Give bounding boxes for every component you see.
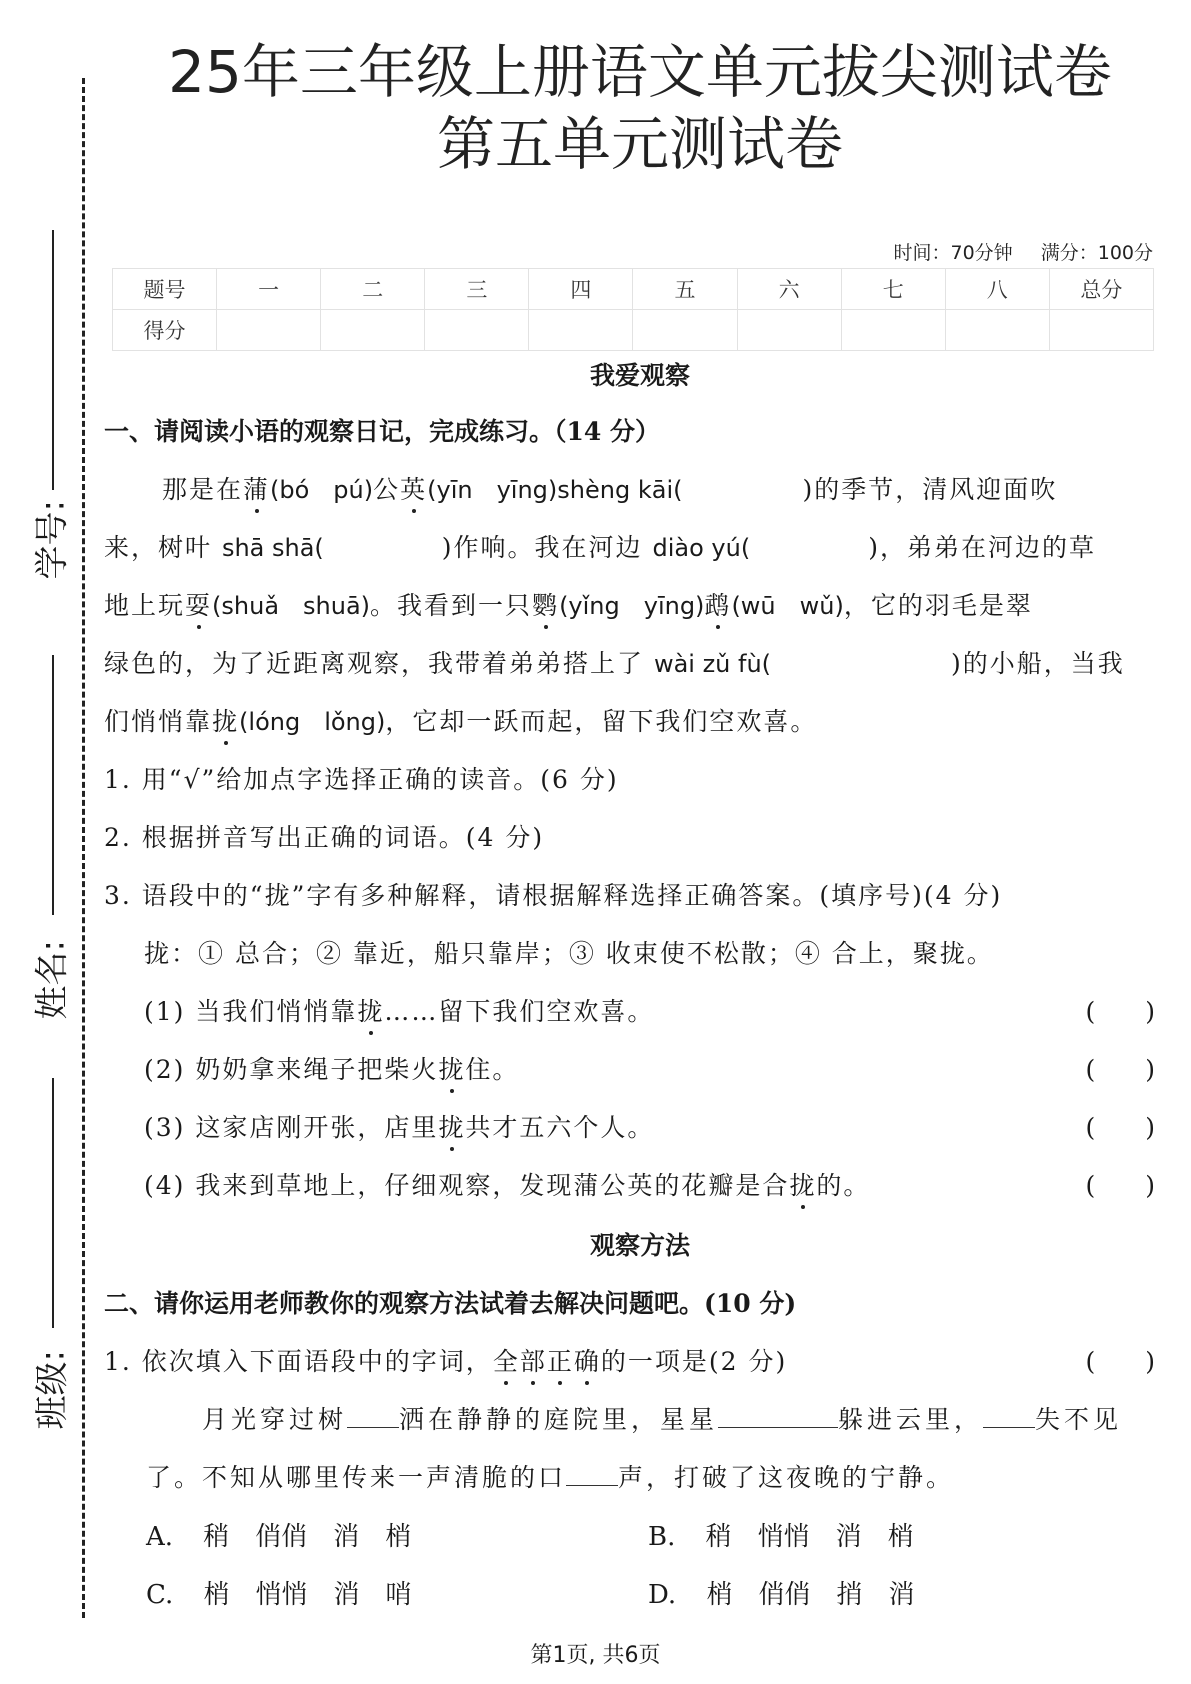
name-label: 姓名:: [32, 940, 73, 1020]
subquestion-2: 2. 根据拼音写出正确的词语。(4 分): [104, 823, 545, 852]
page-subtitle: 第五单元测试卷: [436, 110, 843, 178]
fill-blank[interactable]: [983, 1405, 1035, 1428]
dotted-char: 耍: [185, 591, 213, 620]
page-number: 第1页, 共6页: [530, 1643, 661, 1668]
full-score: 满分：100分: [1040, 242, 1153, 264]
student-id-label: 学号:: [32, 500, 73, 580]
dotted-char: 英: [400, 475, 428, 504]
answer-paren[interactable]: ( ): [1085, 1113, 1155, 1142]
option-c[interactable]: C. 梢 悄悄 消 哨: [146, 1580, 412, 1610]
question-2-1: 1. 依次填入下面语段中的字词，全部正确的一项是(2 分): [104, 1347, 788, 1376]
passage-line-5: 们悄悄靠拢(lóng lǒng)，它却一跃而起，留下我们空欢喜。: [104, 707, 818, 736]
pinyin-choice[interactable]: (wū wǔ): [731, 592, 844, 620]
passage-line-4: 绿色的，为了近距离观察，我带着弟弟搭上了 wài zǔ fù( )的小船，当我: [104, 649, 1125, 678]
header-cell: 四: [529, 269, 633, 310]
score-cell[interactable]: [217, 310, 321, 351]
score-row-label: 得分: [113, 310, 217, 351]
option-a[interactable]: A. 稍 俏俏 消 梢: [146, 1522, 412, 1552]
header-cell: 一: [217, 269, 321, 310]
definitions: 拢：① 总合；② 靠近，船只靠岸；③ 收束使不松散；④ 合上，聚拢。: [144, 939, 994, 968]
answer-paren[interactable]: ( ): [1085, 1347, 1155, 1376]
dotted-char: 鹦: [532, 591, 560, 620]
score-cell[interactable]: [321, 310, 425, 351]
score-cell[interactable]: [1049, 310, 1153, 351]
section-heading-observe: 我爱观察: [589, 361, 690, 390]
pinyin-choice[interactable]: (yīn yīng): [427, 476, 558, 504]
score-cell[interactable]: [945, 310, 1049, 351]
header-cell: 七: [841, 269, 945, 310]
item-1: (1) 当我们悄悄靠拢……留下我们空欢喜。: [144, 997, 655, 1026]
exam-meta: [872, 238, 1154, 265]
score-table: [112, 268, 1154, 351]
score-table-score-row: [113, 310, 1154, 351]
header-cell: 题号: [113, 269, 217, 310]
fill-blank[interactable]: [718, 1405, 838, 1428]
item-4: (4) 我来到草地上，仔细观察，发现蒲公英的花瓣是合拢的。: [144, 1171, 871, 1200]
score-cell[interactable]: [529, 310, 633, 351]
header-cell: 六: [737, 269, 841, 310]
score-cell[interactable]: [425, 310, 529, 351]
fill-passage-line-2: 了。不知从哪里传来一声清脆的口 声，打破了这夜晚的宁静。: [146, 1463, 955, 1492]
dotted-char: 蒲: [243, 475, 271, 504]
dotted-char: 鹉: [704, 591, 732, 620]
header-cell: 五: [633, 269, 737, 310]
pinyin-choice[interactable]: (lóng lǒng): [239, 708, 386, 736]
student-id-line[interactable]: [52, 230, 54, 490]
fill-passage-line-1: 月光穿过树 洒在静静的庭院里，星星 躲进云里， 失不见: [202, 1405, 1123, 1434]
item-3: (3) 这家店刚开张，店里拢共才五六个人。: [144, 1113, 655, 1142]
dotted-char: 拢: [212, 707, 240, 736]
item-2: (2) 奶奶拿来绳子把柴火拢住。: [144, 1055, 520, 1084]
option-b[interactable]: B. 稍 悄悄 消 梢: [648, 1522, 914, 1552]
passage-line-1: 那是在蒲(bó pú)公英(yīn yīng)shèng kāi( )的季节，清风迎面吹: [162, 475, 1058, 504]
page-title: 25年三年级上册语文单元拔尖测试卷: [168, 38, 1112, 106]
binding-dashed-line: [82, 78, 85, 1618]
header-cell: 八: [945, 269, 1049, 310]
subquestion-3: 3. 语段中的“拢”字有多种解释，请根据解释选择正确答案。(填序号)(4 分): [104, 881, 1003, 910]
name-line[interactable]: [52, 655, 54, 915]
passage-line-3: 地上玩耍(shuǎ shuā)。我看到一只鹦(yǐng yīng)鹉(wū wǔ)，它的羽毛是翠: [104, 591, 1033, 620]
subquestion-1: 1. 用“√”给加点字选择正确的读音。(6 分): [104, 765, 619, 794]
time-limit: 时间：70分钟: [893, 242, 1013, 264]
header-cell: 三: [425, 269, 529, 310]
answer-paren[interactable]: ( ): [1085, 1171, 1155, 1200]
pinyin-choice[interactable]: (bó pú): [270, 476, 374, 504]
answer-paren[interactable]: ( ): [1085, 997, 1155, 1026]
score-cell[interactable]: [737, 310, 841, 351]
question-2-heading: 二、请你运用老师教你的观察方法试着去解决问题吧。(10 分): [104, 1289, 797, 1318]
class-label: 班级:: [32, 1350, 73, 1430]
score-cell[interactable]: [841, 310, 945, 351]
option-d[interactable]: D. 梢 俏俏 捎 消: [648, 1580, 915, 1610]
section-heading-method: 观察方法: [589, 1231, 690, 1260]
score-cell[interactable]: [633, 310, 737, 351]
pinyin-choice[interactable]: (yǐng yīng): [559, 592, 705, 620]
passage-line-2: 来，树叶 shā shā( )作响。我在河边 diào yú( )，弟弟在河边的草: [104, 533, 1096, 562]
fill-blank[interactable]: [347, 1405, 399, 1428]
score-table-header-row: [113, 269, 1154, 310]
fill-blank[interactable]: [566, 1463, 618, 1486]
header-cell: 总分: [1049, 269, 1153, 310]
pinyin-choice[interactable]: (shuǎ shuā): [212, 592, 371, 620]
answer-paren[interactable]: ( ): [1085, 1055, 1155, 1084]
header-cell: 二: [321, 269, 425, 310]
class-line[interactable]: [52, 1078, 54, 1328]
question-1-heading: 一、请阅读小语的观察日记，完成练习。（14 分）: [104, 417, 660, 446]
